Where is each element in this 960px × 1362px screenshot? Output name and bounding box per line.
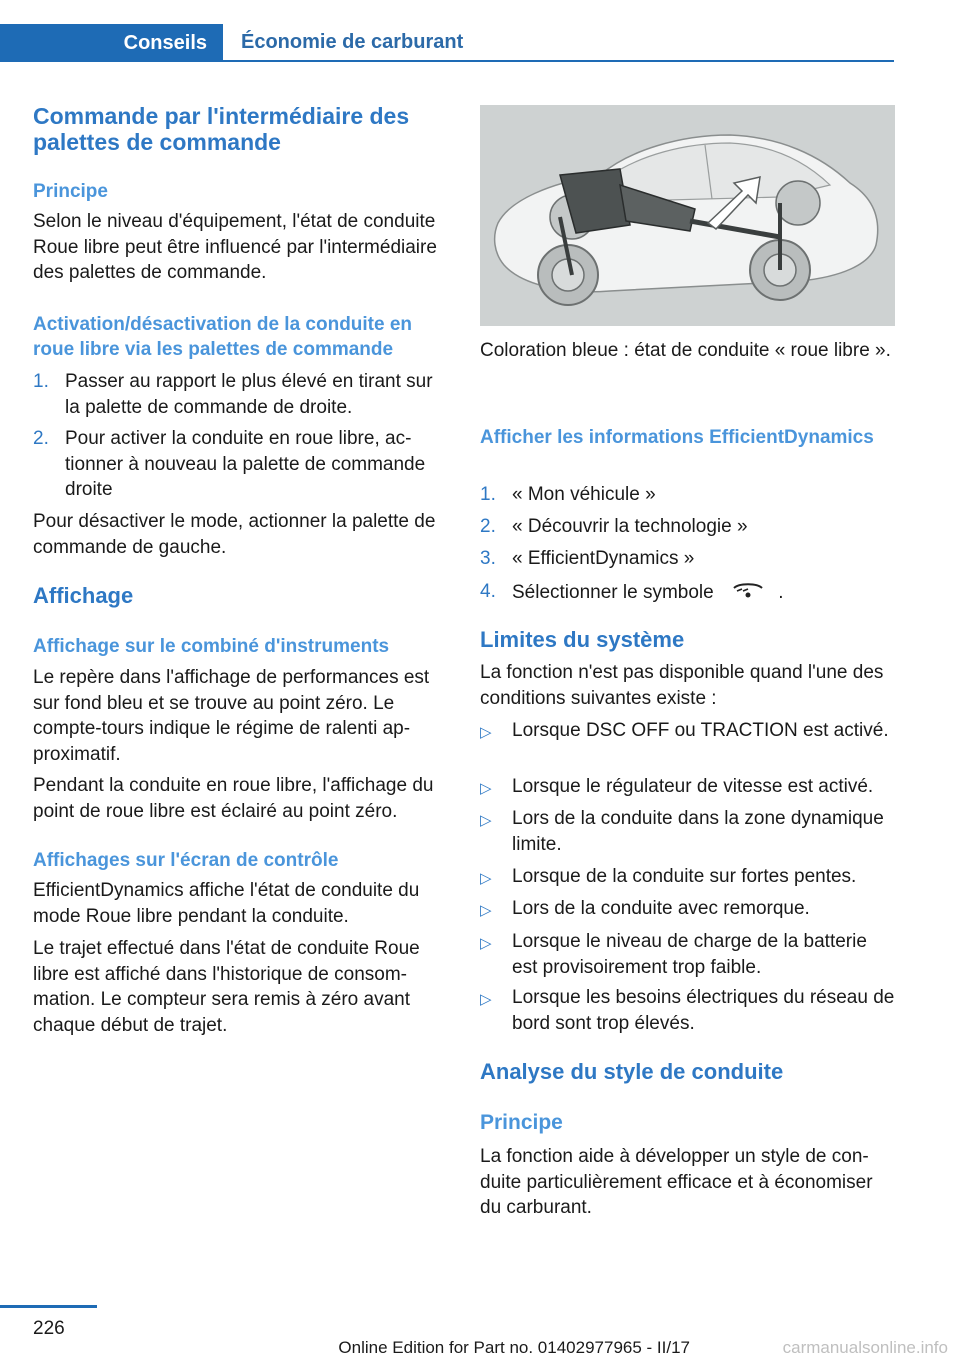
heading-limites: Limites du système <box>480 627 685 652</box>
step-text: Pour activer la conduite en roue libre, actionner à nouveau la palette de commande droite <box>65 428 426 500</box>
subheading-activation: Activation/désactivation de la conduite en roue libre via les palettes de commande <box>33 314 413 360</box>
bullet-triangle-icon: ▷ <box>480 812 492 829</box>
combine-paragraph-1: Le repère dans l'affichage de performances est sur fond bleu et se trouve au point zéro. Le compte-tours indique le régime de ralenti approximatif. <box>33 667 430 765</box>
list-item <box>480 929 896 980</box>
bullet-triangle-icon: ▷ <box>480 991 492 1008</box>
step-number: 3. <box>480 548 496 569</box>
footer-rule <box>0 1305 97 1308</box>
heading-palettes: Commande par l'intermédiaire des palettes de commande <box>33 103 410 155</box>
list-item <box>480 774 873 802</box>
heading-analyse: Analyse du style de conduite <box>480 1059 784 1084</box>
bullet-triangle-icon: ▷ <box>480 935 492 952</box>
bullet-triangle-icon: ▷ <box>480 780 492 797</box>
car-drivetrain-illustration <box>480 105 895 326</box>
condition-text: Lorsque DSC OFF ou TRACTION est activé. <box>512 720 889 741</box>
subheading-ecran: Affichages sur l'écran de contrôle <box>33 850 339 871</box>
list-item <box>480 482 656 508</box>
list-item <box>480 864 856 892</box>
section-tab <box>0 24 223 62</box>
chapter-title: Économie de carburant <box>241 30 464 53</box>
step-suffix: . <box>778 581 784 603</box>
bullet-triangle-icon: ▷ <box>480 870 492 887</box>
page-number: 226 <box>33 1318 65 1339</box>
heading-affichage: Affichage <box>33 583 134 608</box>
figure-caption: Coloration bleue : état de conduite « roue libre ». <box>480 340 891 361</box>
deactivate-paragraph: Pour désactiver le mode, actionner la palette de commande de gauche. <box>33 511 436 558</box>
condition-text: Lorsque de la conduite sur fortes pentes. <box>512 866 857 887</box>
subheading-principe-2: Principe <box>480 1111 563 1134</box>
list-item <box>480 514 748 540</box>
combine-paragraph-2: Pendant la conduite en roue libre, l'affichage du point de roue libre est éclairé au point zéro. <box>33 775 434 822</box>
edition-note: Online Edition for Part no. 01402977965 - II/17 <box>338 1338 690 1357</box>
list-item <box>480 546 694 572</box>
header-rule <box>0 60 894 62</box>
list-item <box>480 985 896 1036</box>
step-text: « Découvrir la technologie » <box>512 516 748 537</box>
step-number: 1. <box>33 371 49 392</box>
step-text: « EfficientDynamics » <box>512 548 695 569</box>
bullet-triangle-icon: ▷ <box>480 724 492 741</box>
condition-text: Lors de la conduite avec remorque. <box>512 898 810 919</box>
condition-text: Lorsque les besoins électriques du réseau de bord sont trop élevés. <box>512 987 895 1034</box>
subheading-principe: Principe <box>33 181 108 202</box>
step-number: 2. <box>33 428 49 449</box>
bullet-triangle-icon: ▷ <box>480 902 492 919</box>
watermark: carmanualsonline.info <box>782 1338 948 1357</box>
step-number: 2. <box>480 516 496 537</box>
list-item <box>480 579 784 607</box>
step-number: 1. <box>480 484 496 505</box>
step-text: Passer au rapport le plus élevé en tirant sur la palette de commande de droite. <box>65 371 433 418</box>
step-text: « Mon véhicule » <box>512 484 656 505</box>
page-header <box>0 24 894 62</box>
car-illustration-svg <box>480 105 895 326</box>
ecran-paragraph-2: Le trajet effectué dans l'état de conduite Roue libre est affiché dans l'historique de consommation. Le compteur sera remis à zéro avant chaque début de trajet. <box>33 938 420 1036</box>
list-item <box>480 718 889 746</box>
ecran-paragraph-1: EfficientDynamics affiche l'état de conduite du mode Roue libre pendant la conduite. <box>33 880 420 927</box>
condition-text: Lorsque le régulateur de vitesse est activé. <box>512 776 874 797</box>
subheading-info: Afficher les informations EfficientDynamics <box>480 427 874 448</box>
list-item <box>33 426 451 503</box>
condition-text: Lors de la conduite dans la zone dynamique limite. <box>512 808 884 855</box>
list-item <box>480 806 896 857</box>
efficient-dynamics-symbol-icon <box>731 579 765 607</box>
subheading-combine: Affichage sur le combiné d'instruments <box>33 636 390 657</box>
condition-text: Lorsque le niveau de charge de la batterie est provisoirement trop faible. <box>512 931 867 978</box>
limites-intro: La fonction n'est pas disponible quand l'une des conditions suivantes existe : <box>480 662 884 709</box>
list-item <box>480 896 810 924</box>
principe-2-paragraph: La fonction aide à développer un style de conduite particulièrement efficace et à économiser du carburant. <box>480 1146 873 1218</box>
list-item <box>33 369 451 420</box>
principe-paragraph: Selon le niveau d'équipement, l'état de conduite Roue libre peut être influencé par l'intermédiaire des palettes de commande. <box>33 211 437 283</box>
step-text-with-symbol <box>512 579 784 607</box>
section-label: Conseils <box>123 31 207 54</box>
step-number: 4. <box>480 581 496 602</box>
step-text: Sélectionner le symbole <box>512 581 714 603</box>
